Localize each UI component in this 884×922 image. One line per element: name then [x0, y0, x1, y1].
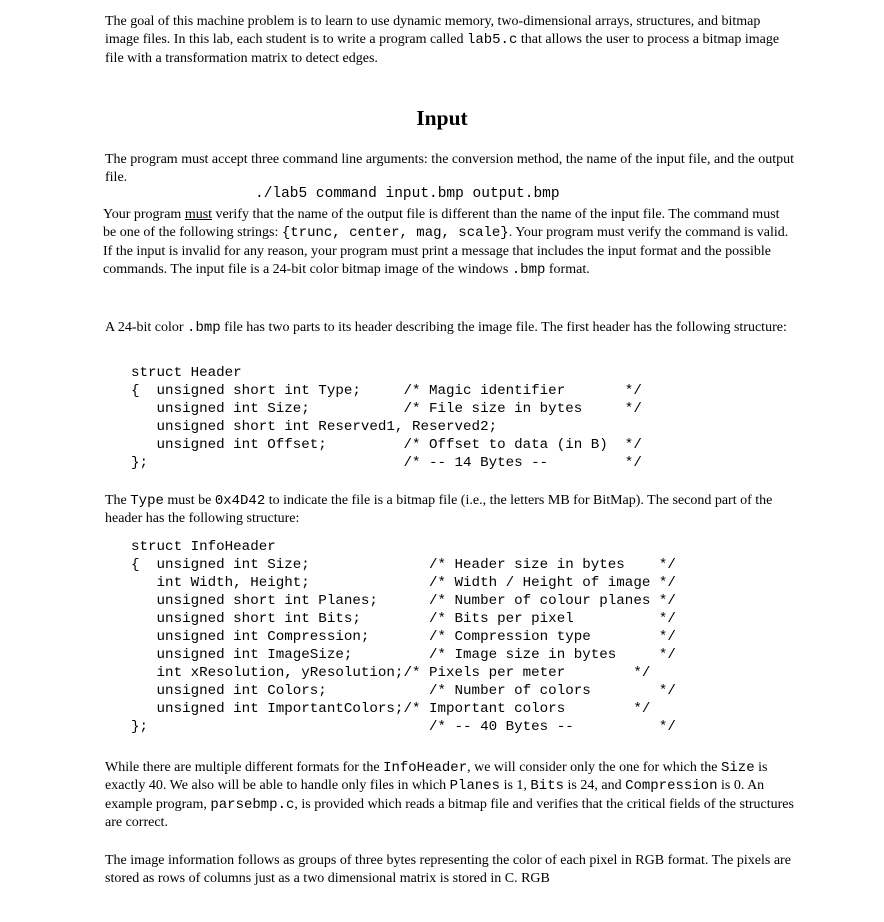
formats-compression: Compression — [625, 778, 718, 795]
header-paragraph — [105, 319, 795, 337]
formats-text-4: is 1, — [500, 778, 531, 794]
type-text-2: must be — [163, 493, 215, 508]
input-paragraph: The program must accept three command line arguments: the conversion method, the name of the input file, and the output file. — [105, 152, 795, 186]
formats-size: Size — [720, 760, 755, 776]
formats-bits: Bits — [530, 778, 565, 795]
type-text-3: to indicate the file is a bitmap file (i.e., the letters MB for BitMap). The second part of the header has the following structure: — [105, 493, 773, 527]
formats-planes: Planes — [449, 778, 501, 795]
section-heading-input: Input — [416, 106, 468, 130]
struct-infoheader-code: struct InfoHeader { unsigned int Size; /* Header size in bytes */ int Width, Height; /* Width / Height of image */ unsigned short int Planes; /* Number of colour planes */ unsigned short int Bits; /* Bits per pixel */ unsigned int Compression; /* Compression type */ unsigned int ImageSize; /* Image size in bytes */ int xResolution, yResolution;/* Pixels per meter */ unsigned int Colors; /* Number of colors */ unsigned int ImportantColors;/* Important colors */ }; /* -- 40 Bytes -- */ — [131, 539, 676, 735]
intro-text-2: that allows the user to process a bitmap image file with a transformation matrix to detect edges. — [105, 32, 780, 66]
header-ext: .bmp — [187, 320, 221, 336]
formats-text-5: is 24, and — [564, 778, 626, 794]
type-hex: 0x4D42 — [214, 493, 266, 509]
verify-ext: .bmp — [511, 261, 546, 278]
command-line-example: ./lab5 command input.bmp output.bmp — [255, 186, 560, 202]
type-paragraph — [105, 492, 795, 529]
formats-text-1: While there are multiple different formats for the — [105, 760, 384, 775]
intro-paragraph — [105, 13, 795, 68]
formats-infoheader: InfoHeader — [383, 760, 468, 776]
verify-text-3: . Your program must verify the command is valid. If the input is invalid for any reason, your program must print a message that includes the input format and the possible commands. The input file is a 24-bit color bitmap image of the windows — [103, 225, 789, 277]
formats-text-6: is 0. An example program, — [105, 778, 765, 812]
intro-filename: lab5.c — [466, 32, 518, 49]
formats-text-2: , we will consider only the one for which the — [467, 760, 721, 775]
verify-commands: {trunc, center, mag, scale} — [281, 225, 509, 242]
image-paragraph: The image information follows as groups of three bytes representing the color of each pixel in RGB format. The pixels are stored as rows of columns just as a two dimensional matrix is stored in C. RGB — [105, 853, 791, 887]
type-text-1: The — [105, 493, 131, 508]
header-text-1: A 24-bit color — [105, 320, 188, 335]
formats-text-3: is exactly 40. We also will be able to handle only files in which — [105, 760, 768, 794]
struct-header-code: struct Header { unsigned short int Type; /* Magic identifier */ unsigned int Size; /* File size in bytes */ unsigned short int Reserved1, Reserved2; unsigned int Offset; /* Offset to data (in B) */ }; /* -- 14 Bytes -- */ — [131, 365, 642, 471]
header-text-2: file has two parts to its header describing the image file. The first header has the following structure: — [220, 320, 787, 335]
intro-text-1: The goal of this machine problem is to learn to use dynamic memory, two-dimensional arrays, structures, and bitmap image files. In this lab, each student is to write a program called — [105, 14, 761, 48]
verify-paragraph — [103, 206, 795, 279]
formats-text-7: , is provided which reads a bitmap file and verifies that the critical fields of the structures are correct. — [105, 796, 794, 830]
verify-text-2: verify that the name of the output file is different than the name of the input file. The command must be one of the following strings: — [103, 207, 780, 241]
verify-must: must — [184, 207, 213, 222]
type-field: Type — [130, 493, 164, 509]
verify-text-1: Your program — [103, 207, 185, 222]
formats-paragraph — [105, 759, 795, 832]
formats-parsebmp: parsebmp.c — [210, 796, 295, 813]
verify-text-4: format. — [545, 261, 590, 277]
